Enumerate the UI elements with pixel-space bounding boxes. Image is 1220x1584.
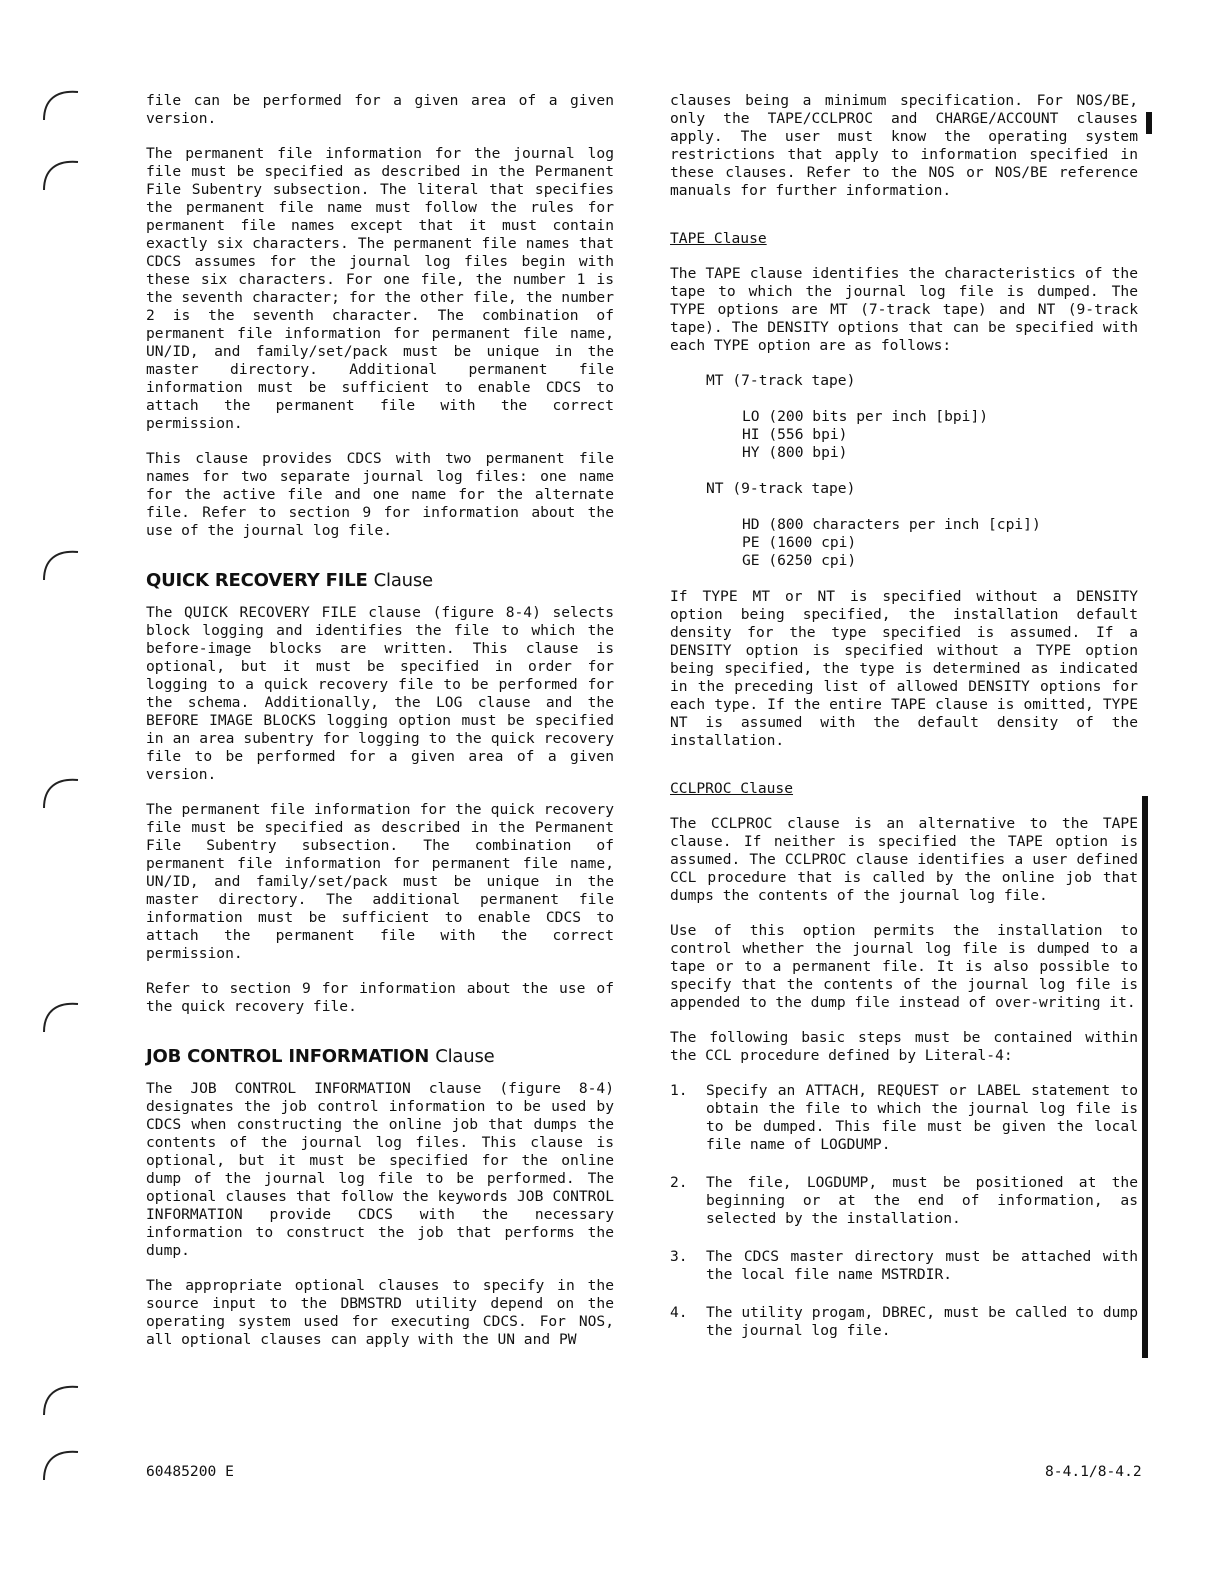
list-item: 4. The utility progam, DBREC, must be called to dump the journal log file.: [670, 1304, 1138, 1339]
intro-paragraph: file can be performed for a given area of a given version.: [146, 92, 614, 127]
binder-hole-mark: [38, 992, 84, 1038]
change-bar: [1142, 796, 1148, 1358]
continuation-paragraph: clauses being a minimum specification. For NOS/BE, only the TAPE/CCLPROC and CHARGE/ACCOUNT clauses apply. The user must know the operating system restrictions that apply to information specified in these clauses. Refer to the NOS or NOS/BE reference manuals for further information.: [670, 92, 1138, 199]
list-item: 1. Specify an ATTACH, REQUEST or LABEL statement to obtain the file to which the journal log file is to be dumped. This file must be given the local file name of LOGDUMP.: [670, 1082, 1138, 1153]
cclproc-clause-heading: CCLPROC Clause: [670, 780, 794, 797]
binder-hole-mark: [38, 768, 84, 814]
binder-hole-mark: [38, 540, 84, 586]
nt-density-list: [742, 516, 1138, 570]
tape-clause-heading: TAPE Clause: [670, 230, 767, 247]
cclproc-paragraph-2: Use of this option permits the installation to control whether the journal log file is dumped to a tape or to a permanent file. It is also possible to specify that the contents of the journal log file is appended to the dump file instead of over-writing it.: [670, 922, 1138, 1011]
right-column: [670, 92, 1138, 1360]
tape-clause-paragraph-2: If TYPE MT or NT is specified without a DENSITY option being specified, the installation default density for the type specified is assumed. If a DENSITY option is specified without a TYPE option being specified, the type is determined as indicated in the preceding list of allowed DENSITY options for each type. If the entire TAPE clause is omitted, TYPE NT is assumed with the default density of the installation.: [670, 588, 1138, 749]
cclproc-paragraph-1: The CCLPROC clause is an alternative to the TAPE clause. If neither is specified the TAPE option is assumed. The CCLPROC clause identifies a user defined CCL procedure that is called by the online job that dumps the contents of the journal log file.: [670, 815, 1138, 904]
quick-recovery-paragraph-3: Refer to section 9 for information about the use of the quick recovery file.: [146, 980, 614, 1015]
list-item: 3. The CDCS master directory must be attached with the local file name MSTRDIR.: [670, 1248, 1138, 1283]
two-files-paragraph: This clause provides CDCS with two permanent file names for two separate journal log files: one name for the active file and one name for the alternate file. Refer to section 9 for information about the use of the journal log file.: [146, 450, 614, 539]
document-number: 60485200 E: [146, 1463, 234, 1480]
nt-type-title: NT (9-track tape): [706, 480, 856, 497]
quick-recovery-heading: QUICK RECOVERY FILE Clause: [146, 570, 433, 591]
density-option: HI (556 bpi): [742, 426, 848, 443]
job-control-paragraph-1: The JOB CONTROL INFORMATION clause (figure 8-4) designates the job control information to be used by CDCS when constructing the online job that dumps the contents of the journal log files. This clause is optional, but it must be specified for the online dump of the journal log file to be performed. The optional clauses that follow the keywords JOB CONTROL INFORMATION provide CDCS with the necessary information to construct the job that performs the dump.: [146, 1080, 614, 1259]
density-option: GE (6250 cpi): [742, 552, 857, 569]
list-item: 2. The file, LOGDUMP, must be positioned at the beginning or at the end of information, as selected by the installation.: [670, 1174, 1138, 1227]
cclproc-steps-list: [670, 1082, 1138, 1340]
binder-hole-mark: [38, 80, 84, 126]
job-control-paragraph-2: The appropriate optional clauses to specify in the source input to the DBMSTRD utility depend on the operating system used for executing CDCS. For NOS, all optional clauses can apply with the UN and PW: [146, 1277, 614, 1348]
change-bar: [1146, 112, 1152, 134]
tape-clause-paragraph-1: The TAPE clause identifies the characteristics of the tape to which the journal log file is dumped. The TYPE options are MT (7-track tape) and NT (9-track tape). The DENSITY options that can be specified with each TYPE option are as follows:: [670, 265, 1138, 354]
quick-recovery-paragraph-2: The permanent file information for the quick recovery file must be specified as described in the Permanent File Subentry subsection. The combination of permanent file information for permanent file name, UN/ID, and family/set/pack must be unique in the master directory. The additional permanent file information must be sufficient to enable CDCS to attach the permanent file with the correct permission.: [146, 801, 614, 962]
density-option: HD (800 characters per inch [cpi]): [742, 516, 1041, 533]
mt-type-title: MT (7-track tape): [706, 372, 856, 389]
binder-hole-mark: [38, 1375, 84, 1421]
mt-density-list: [742, 408, 1138, 462]
left-column: [146, 92, 614, 1366]
page-number: 8-4.1/8-4.2: [1045, 1463, 1142, 1480]
density-option: PE (1600 cpi): [742, 534, 857, 551]
binder-hole-mark: [38, 150, 84, 196]
density-option: LO (200 bits per inch [bpi]): [742, 408, 989, 425]
cclproc-paragraph-3: The following basic steps must be contained within the CCL procedure defined by Literal-4:: [670, 1029, 1138, 1064]
binder-hole-mark: [38, 1440, 84, 1486]
journal-log-pf-paragraph: The permanent file information for the journal log file must be specified as described in the Permanent File Subentry subsection. The literal that specifies the permanent file name must follow the rules for permanent file names except that it must contain exactly six characters. The permanent file names that CDCS assumes for the journal log files begin with these six characters. For one file, the number 1 is the seventh character; for the other file, the number 2 is the seventh character. The combination of permanent file information for permanent file name, UN/ID, and family/set/pack must be unique in the master directory. Additional permanent file information must be sufficient to enable CDCS to attach the permanent file with the correct permission.: [146, 145, 614, 432]
job-control-heading: JOB CONTROL INFORMATION Clause: [146, 1046, 495, 1067]
density-option: HY (800 bpi): [742, 444, 848, 461]
quick-recovery-paragraph-1: The QUICK RECOVERY FILE clause (figure 8-4) selects block logging and identifies the file to which the before-image blocks are written. This clause is optional, but it must be specified in order for logging to a quick recovery file to be performed for the schema. Additionally, the LOG clause and the BEFORE IMAGE BLOCKS logging option must be specified in an area subentry for logging to the quick recovery file to be performed for a given area of a given version.: [146, 604, 614, 783]
